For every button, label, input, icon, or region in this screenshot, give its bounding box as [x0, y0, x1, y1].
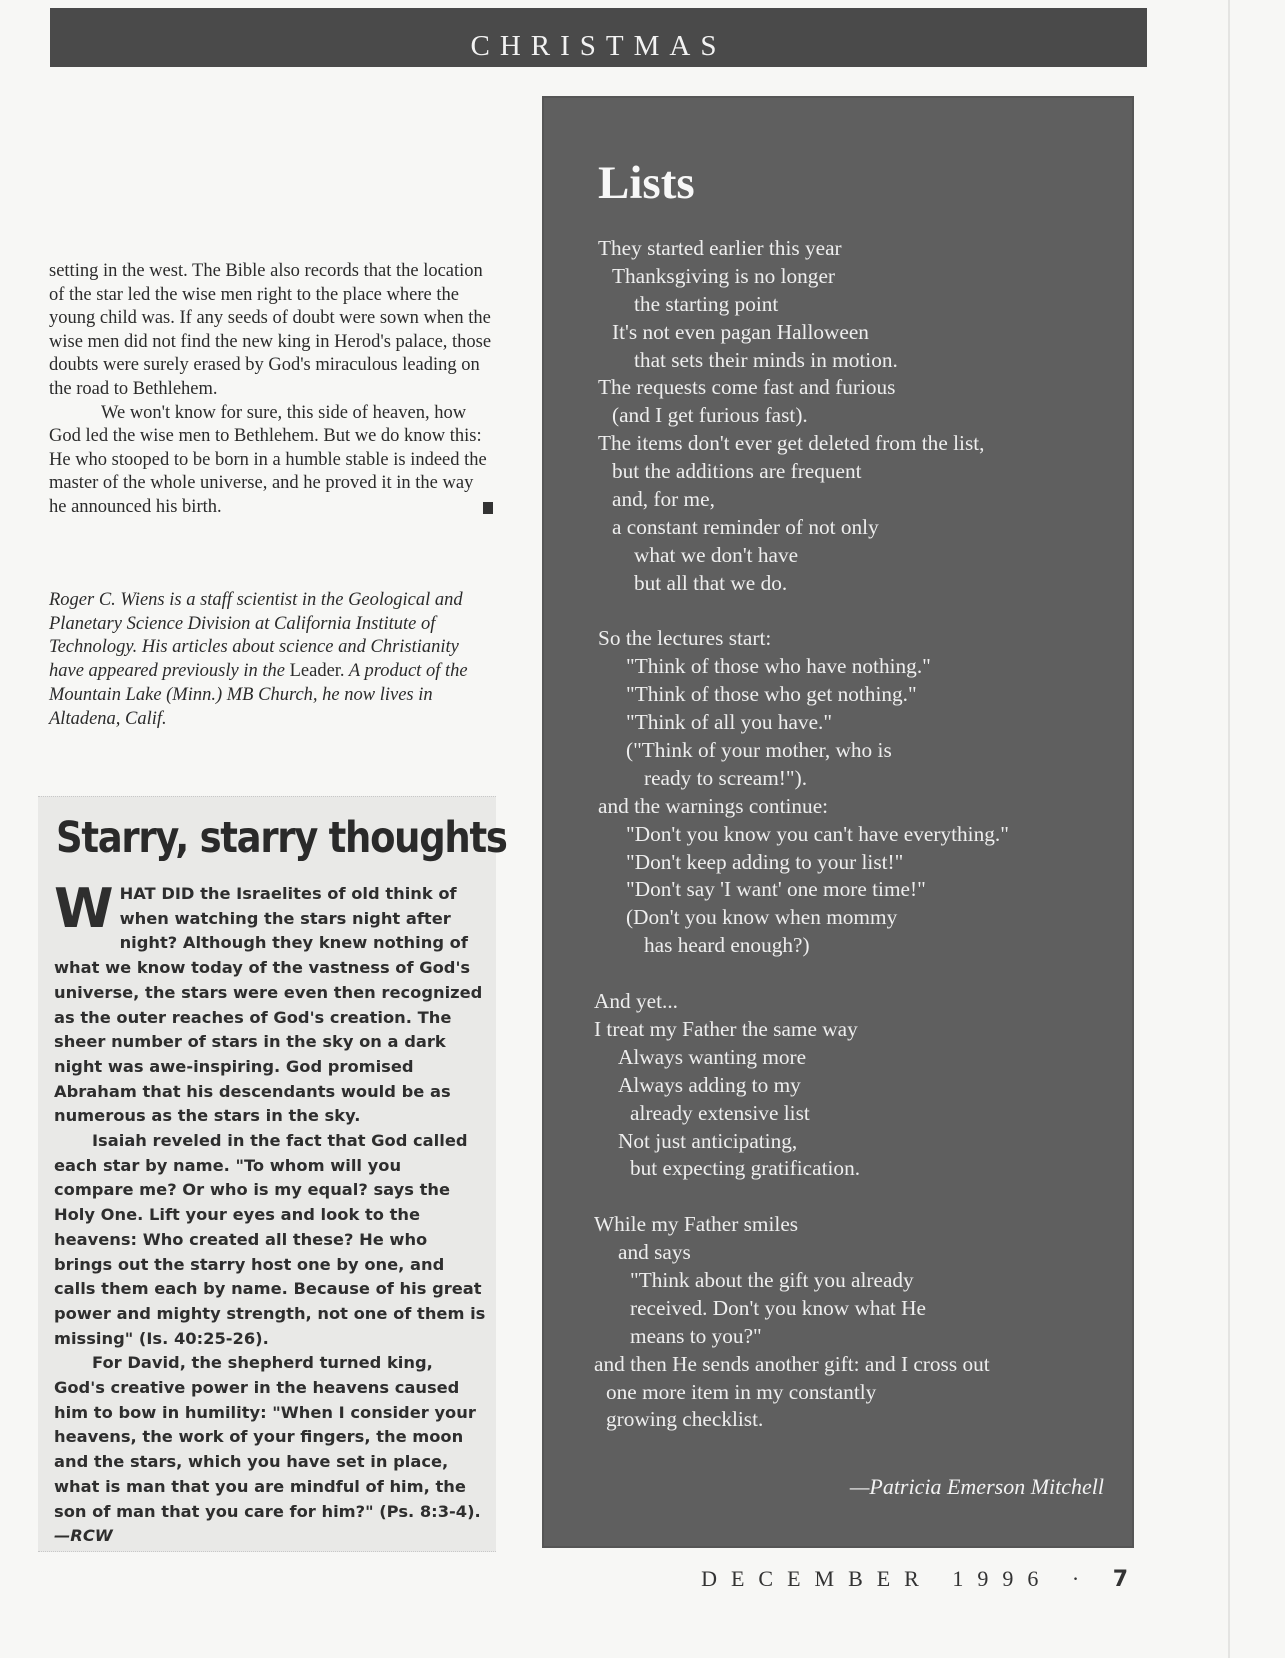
page-edge-line: [1228, 0, 1230, 1658]
starry-signature: —RCW: [54, 1526, 113, 1546]
poem-line: and then He sends another gift: and I cross out: [594, 1351, 990, 1376]
starry-paragraph: Isaiah reveled in the fact that God called each star by name. "To whom will you compare me? Or who is my equal? says the Holy One. Lift your eyes and look to the heavens: Who created all these? He who brings out the starry host one by one, and calls them each by name. Because of his great power and mighty strength, not one of them is missing" (Is. 40:25-26).: [54, 1131, 486, 1348]
poem-line: While my Father smiles: [594, 1212, 799, 1237]
poem-line: The requests come fast and furious: [598, 375, 896, 400]
poem-line: already extensive list: [630, 1100, 810, 1125]
poem-line: what we don't have: [634, 542, 799, 567]
poem-line: the starting point: [634, 291, 779, 316]
poem-line: (and I get furious fast).: [612, 403, 808, 428]
lists-title: Lists: [598, 157, 695, 209]
poem-line: "Don't you know you can't have everything.": [626, 821, 1009, 846]
poem-line: but expecting gratification.: [630, 1156, 861, 1181]
poem-line: It's not even pagan Halloween: [612, 319, 869, 344]
poem-line: ready to scream!").: [644, 765, 808, 790]
poem-line: and says: [618, 1240, 691, 1265]
poem-line: Not just anticipating,: [618, 1128, 798, 1153]
publication-name: Leader.: [289, 661, 345, 682]
poem-line: and the warnings continue:: [598, 793, 829, 818]
poem-line: but all that we do.: [634, 570, 788, 595]
poem-line: "Think about the gift you already: [630, 1267, 914, 1292]
poem-line: "Don't keep adding to your list!": [626, 849, 904, 874]
poem-line: that sets their minds in motion.: [634, 347, 898, 372]
article-body: [49, 260, 493, 520]
poem-line: and, for me,: [612, 487, 715, 512]
poem-line: Always wanting more: [618, 1044, 807, 1069]
lists-poem-sidebar: [542, 96, 1134, 1548]
poem-line: has heard enough?): [644, 933, 810, 958]
poem-line: one more item in my constantly: [606, 1379, 877, 1404]
section-title: CHRISTMAS: [470, 30, 727, 62]
page-number: 7: [1112, 1567, 1128, 1592]
poem-line: The items don't ever get deleted from the list,: [598, 431, 985, 456]
starry-thoughts-sidebar: [38, 796, 507, 1552]
poem-line: ("Think of your mother, who is: [626, 738, 892, 763]
article-paragraph-text: We won't know for sure, this side of heaven, how God led the wise men to Bethlehem. But we do know this: He who stooped to be born in a humble stable is indeed the master of the whole universe, and he proved it in the way he announced his birth.: [49, 402, 487, 517]
starry-paragraph: [54, 877, 486, 1129]
stanza-break: [542, 1183, 1134, 1211]
poem-line: And yet...: [594, 989, 678, 1014]
poem-line: "Think of all you have.": [626, 710, 833, 735]
end-of-article-square-icon: [483, 502, 493, 514]
poem-line: I treat my Father the same way: [594, 1016, 858, 1041]
poem-line: They started earlier this year: [598, 236, 842, 260]
poem-line: growing checklist.: [606, 1407, 764, 1432]
poem-line: "Think of those who have nothing.": [626, 654, 931, 679]
poem-line: means to you?": [630, 1323, 762, 1348]
poem-line: but the additions are frequent: [612, 459, 862, 484]
author-bio-text: Roger C. Wiens is a staff scientist in the Geological and Planetary Science Division at California Institute of Technology. His articles about science and Christianity have appeared previously in the: [49, 590, 463, 682]
poem-line: (Don't you know when mommy: [626, 905, 898, 930]
starry-paragraph: [54, 1351, 486, 1549]
poem-line: "Don't say 'I want' one more time!": [626, 877, 926, 902]
stanza-break: [542, 960, 1134, 988]
poem-author: —Patricia Emerson Mitchell: [849, 1474, 1104, 1499]
poem: [542, 235, 1134, 1434]
author-bio-text-continued: A product of the Mountain Lake (Minn.) MB Church, he now lives in Altadena, Calif.: [49, 661, 468, 729]
poem-line: received. Don't you know what He: [630, 1295, 926, 1320]
poem-line: Thanksgiving is no longer: [612, 263, 836, 288]
poem-line: "Think of those who get nothing.": [626, 682, 917, 707]
author-bio: [49, 589, 493, 731]
poem-line: a constant reminder of not only: [612, 514, 879, 539]
article-paragraph: [49, 402, 493, 520]
article-paragraph: setting in the west. The Bible also records that the location of the star led the wise men right to the place where the young child was. If any seeds of doubt were sown when the wise men did not find the new king in Herod's palace, those doubts were surely erased by God's miraculous leading on the road to Bethlehem.: [49, 261, 492, 399]
starry-paragraph-text: For David, the shepherd turned king, God's creative power in the heavens caused him to bow in humility: "When I consider your heavens, the work of your fingers, the moon and the stars, which you have set in place, what is man that you are mindful of him, the son of man that you care for him?" (Ps. 8:3-4).: [54, 1353, 481, 1521]
starry-thoughts-title: Starry, starry thoughts: [56, 813, 507, 863]
poem-line: So the lectures start:: [598, 626, 772, 651]
drop-cap: W: [54, 877, 114, 940]
starry-thoughts-text: [54, 877, 486, 1549]
stanza-break: [542, 598, 1134, 626]
footer-separator: ·: [1071, 1566, 1094, 1591]
starry-paragraph-text: HAT DID the Israelites of old think of when watching the stars night after night? Although they knew nothing of what we know today of the vastness of God's universe, the stars were even then recognized as the outer reaches of God's creation. The sheer number of stars in the sky on a dark night was awe-inspiring. God promised Abraham that his descendants would be as numerous as the stars in the sky.: [54, 884, 483, 1126]
page-footer: [701, 1566, 1128, 1592]
poem-line: Always adding to my: [618, 1072, 801, 1097]
issue-date: DECEMBER 1996: [701, 1566, 1053, 1591]
section-header: [50, 8, 1147, 67]
